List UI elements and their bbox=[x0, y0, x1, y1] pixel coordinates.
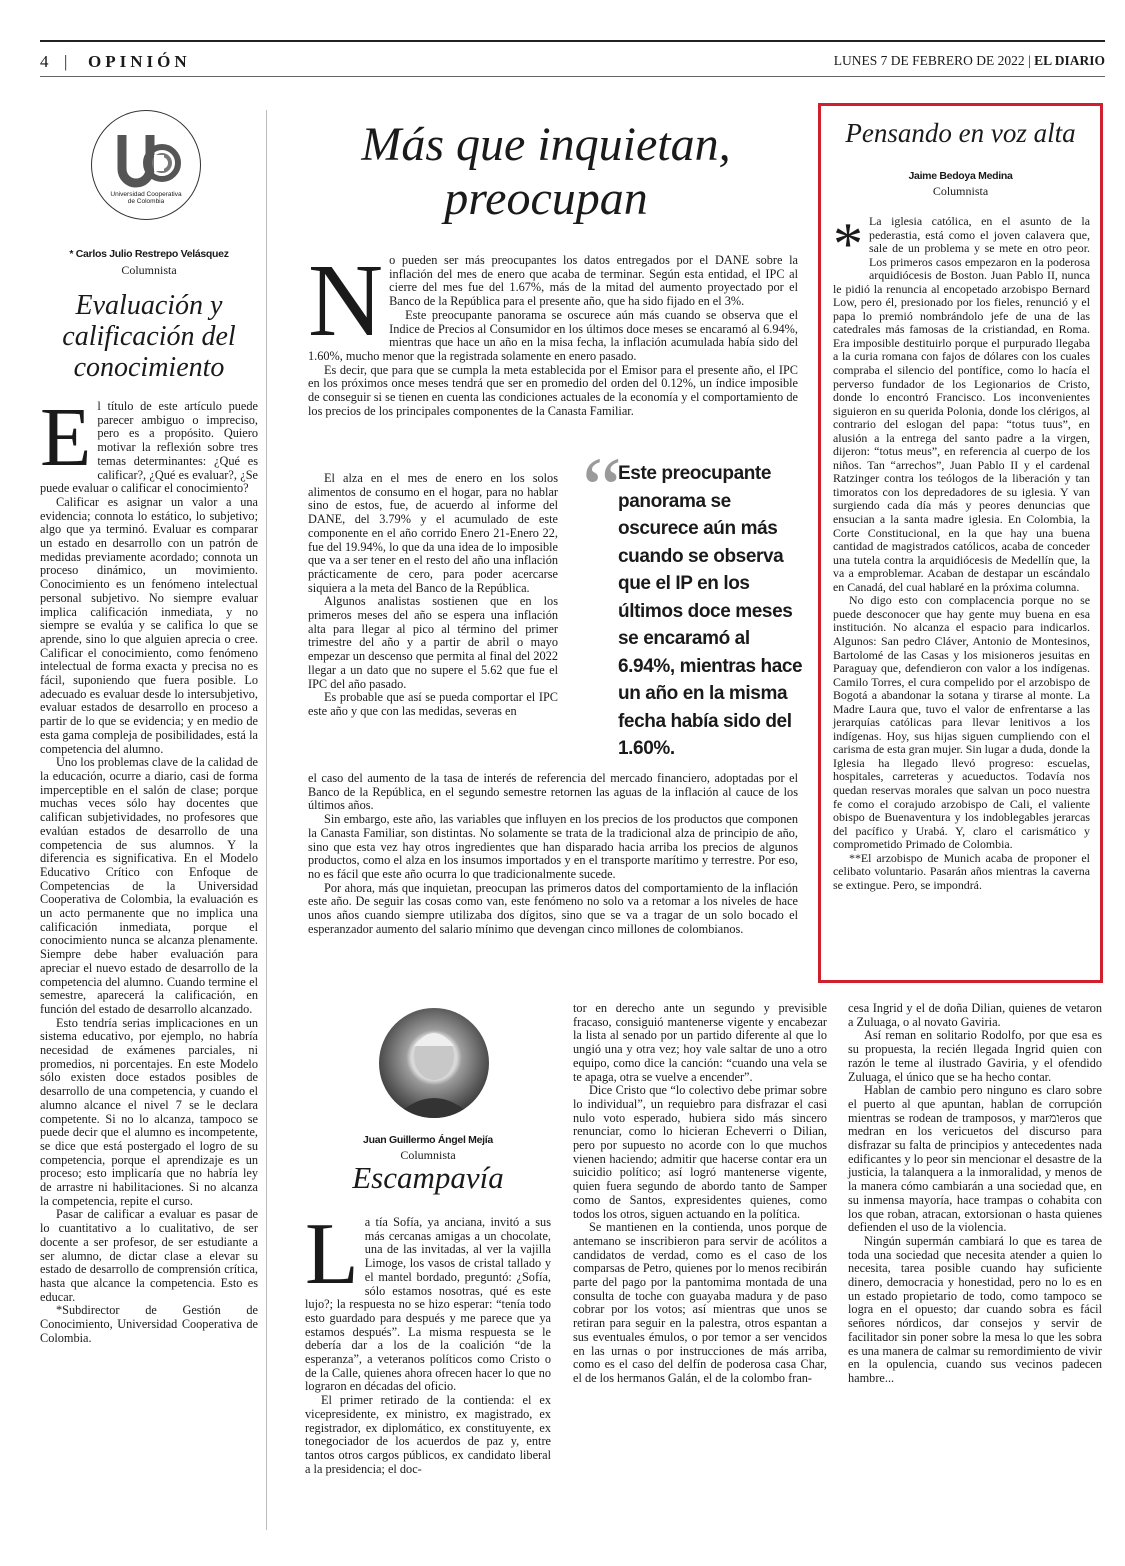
quote-mark-icon: “ bbox=[582, 440, 622, 539]
editorial-paragraph: el caso del aumento de la tasa de interés de referencia del mercado financiero, adoptadas por el Banco de la República, en el segundo semestre retornen las aguas de la inflación al cauce de los últimos años. bbox=[308, 771, 798, 813]
editorial-body-bottom bbox=[308, 772, 798, 936]
editorial-title-line2: preocupan bbox=[444, 172, 648, 225]
escampavia-paragraph: Se mantienen en la contienda, unos porque de antemano se inscribieron para servir de acólitos a candidatos de verdad, como es el caso de los comparsas de Petro, quienes por lo menos recibirán parte del pago por la pantomima montada de una consulta de toche con guayaba madura y de paso cobrar por los votos; así mientras que unos se retiran para seguir en la palestra, otros espantan a sus eventuales émulos, o por temor a ser vencidos en las urnas o por instrucciones de más arriba, como es el caso del delfín de poderosa casa Char, el de los hermanos Galán, el de la colombo fran- bbox=[573, 1220, 827, 1385]
box-role: Columnista bbox=[932, 184, 989, 198]
editorial-dropcap: N bbox=[308, 243, 384, 358]
escampavia-paragraph: tor en derecho ante un segundo y previsible fracaso, consiguió mantenerse vigente y encabezar la lista al senado por un partido diferente al que lo ungió una y otra vez; hoy vale saltar de uno a otro equipo, como dice la canción: “cuando una vela se te apaga, otra se vuelve a encender”. bbox=[573, 1001, 827, 1084]
escampavia-author: Juan Guillermo Ángel Mejía bbox=[363, 1134, 493, 1146]
left-title: Evaluación y calificación del conocimiento bbox=[62, 290, 236, 383]
left-paragraph: Esto tendría serias implicaciones en un sistema educativo, por ejemplo, no habría necesidad de exámenes parciales, ni promedios, ni porcentajes. En este Modelo sólo existen doce estados posibles de desarrollo de una competencia, y cuando el alumno alcance el nivel 7 se le declara competente. Si no lo alcanza, tampoco se puede decir que el alumno es incompetente, se dice que está postergado el logro de su competencia, porque el aprendizaje es un proceso; esto implicaría que no habría ley de arrastre ni habilitaciones. Si no alcanza la competencia, repite el curso. bbox=[40, 1015, 258, 1208]
header-bottom-rule bbox=[40, 76, 1105, 77]
escampavia-col3 bbox=[848, 1002, 1102, 1386]
box-paragraph: La iglesia católica, en el asunto de la pederastia, está como el joven calavera que, sale de un problema y se mete en otro peor. Los primeros casos empezaron en la poderosa arquidiócesis de Boston. Juan Pablo II, nunca le pidió la renuncia al encopetado arzobispo Bernard Low, pero él, presionado por los fieles, renunció y el papa lo premió nombrándolo jefe de una de las catedrales más famosas de la cristiandad, en Roma. Era imposible destituirlo porque el purpurado llegaba a la curia romana con fajos de dólares con los cuales compraba el silencio del pontífice, como lo hacía el perverso fundador de los Legionarios de Cristo, donde lo encontró Francisco. Los inconvenientes siguieron en su querida Polonia, donde los clérigos, al contrario del eslogan del papa: “totus tuus”, en alusión a la entrega del santo padre a la virgen, dijeron: “totus meus”, en referencia al cuerpo de los niños. Tan “arrechos”, Juan Pablo II y el cardenal Ratzinger contra los teólogos de la liberación y tan timoratos con los depredadores de su iglesia. Y van surgiendo cada día más y peores denuncias que ensucian a la santa madre iglesia. En Colombia, la Corte Constitucional, en la que hay una buena cantidad de magistrados católicos, acaba de conceder una tutela contra la arquidiócesis de Medellín que, la va a emproblemar. Acaban de destapar un escándalo en Canadá, del cual hablaré en la próxima columna. bbox=[833, 214, 1090, 594]
editorial-paragraph: Es probable que así se pueda comportar el IPC este año y que con las medidas, severas en bbox=[308, 690, 558, 718]
header-date bbox=[834, 53, 1105, 69]
editorial-pullquote bbox=[578, 440, 806, 763]
escampavia-paragraph: Ningún supermán cambiará lo que es tarea de toda una sociedad que necesita atender a quien lo necesita, tarea posible cuando hay suficiente dinero, democracia y honestidad, pero no lo es en un estado propietario de todo, como tampoco se logra en el opuesto; dar cuando sobra es fácil señores nórdicos, dar consejos y servir de facilitador sin poner sobre la mesa lo que les sobra es una manera de calmar su remordimiento de vivir en la opulencia, cuando sus vecinos padecen hambre... bbox=[848, 1233, 1102, 1385]
section-name: OPINIÓN bbox=[88, 52, 191, 71]
left-author: * Carlos Julio Restrepo Velásquez bbox=[69, 248, 229, 260]
left-footnote: *Subdirector de Gestión de Conocimiento, Universidad Cooperativa de Colombia. bbox=[40, 1303, 258, 1345]
escampavia-paragraph: Así reman en solitario Rodolfo, por que esa es su propuesta, la recién llegada Ingrid quien con razón le teme al ilustrado Gaviria, y el ofendido Zuluaga, el único que se ha hecho contar. bbox=[848, 1028, 1102, 1084]
editorial-paragraph: Es decir, que para que se cumpla la meta establecida por el Emisor para el presente año, el IPC en los próximos once meses tendrá que ser en promedio del orden del 0.12%, un índice imposible de conseguir si se tienen en cuenta las condiciones actuales de la economía y el comportamiento de los precios de los principales componentes de la Canasta Familiar. bbox=[308, 362, 798, 418]
escampavia-role: Columnista bbox=[400, 1148, 456, 1162]
box-title: Pensando en voz alta bbox=[845, 118, 1076, 148]
editorial-body-narrow bbox=[308, 472, 558, 719]
left-paragraph: Uno los problemas clave de la calidad de la educación, ocurre a diario, casi de forma imperceptible en el salón de clase; porque muchas veces sólo hay docentes que califican subjetividades, no profesores que evalúan estados de desarrollo de una competencia de sus alumnos. Y la diferencia es significativa. En el Modelo Educativo Crítico con Enfoque de Competencias de la Universidad Cooperativa de Colombia, la evaluación es un acto permanente que no implica una calificación inmediata, porque el conocimiento nunca se alcanza plenamente. Siempre debe haber evaluación para apreciar el nuevo estado de desarrollo de la competencia del alumno. Cuando termine el semestre, aparecerá la calificación, en función del estado de desarrollo alcanzado. bbox=[40, 755, 258, 1016]
column-divider bbox=[266, 110, 267, 1530]
logo-caption: Universidad Cooperativa de Colombia bbox=[110, 191, 182, 205]
editorial-title bbox=[290, 118, 802, 226]
escampavia-paragraph: Hablan de cambio pero ninguno es claro sobre el puerto al que apuntan, hablan de corrupción mientras se rodean de tramposos, y marומeros que medran en los vericuetos del discurso para disfrazar su falta de principios y antecedentes nada edificantes y lo peor sin mencionar el desastre de la justicia, la talanquera a la inmoralidad, y menos de la manera cómo cambiarán a una sociedad que, en su inmensa mayoría, hace trampas o cohabita con los que roban, atracan, extorsionan o hasta quienes defienden el uso de la violencia. bbox=[848, 1083, 1102, 1235]
escampavia-paragraph: El primer retirado de la contienda: el ex vicepresidente, ex ministro, ex magistrado, ex registrador, ex diplomático, ex constituyente, ex tonegociador de los acuerdos de paz y, entre tantos otros cargos públicos, ex candidato liberal a la presidencia; el doc- bbox=[305, 1393, 551, 1476]
header-top-rule bbox=[40, 40, 1105, 42]
editorial-paragraph: Sin embargo, este año, las variables que influyen en los precios de los productos que componen la Canasta Familiar, son distintas. No solamente se trata de la tradicional alza de principio de año, sino que esta vez hay otros ingredientes que han disparado hacia arriba los precios de algunos productos, como el alza en los insumos importados y en el transporte marítimo y terrestre. Por eso, no es fácil que este año ocurra lo que tradicionalmente sucede. bbox=[308, 812, 798, 881]
left-dropcap: E bbox=[40, 391, 92, 484]
header-separator: | bbox=[64, 52, 68, 71]
left-role: Columnista bbox=[121, 263, 177, 277]
editorial-paragraph: El alza en el mes de enero en los solos alimentos de consumo en el hogar, para no hablar sino de estos, fue, de acuerdo al informe del DANE, del 3.79% y el acumulado de este componente en el año corrido Enero 21-Enero 22, fue del 19.94%, lo que da una idea de lo imposible que va a ser tener en el resto del año una inflación prácticamente de cero, para poder acercarse siquiera a la meta del Banco de la República. bbox=[308, 471, 558, 595]
university-logo bbox=[91, 110, 201, 220]
escampavia-paragraph: cesa Ingrid y el de doña Dilian, quienes de vetaron a Zuluaga, o al novato Gaviria. bbox=[848, 1001, 1102, 1029]
left-column-body bbox=[40, 391, 258, 1346]
pullquote-text: Este preocupante panorama se oscurece aún más cuando se observa que el IP en los últimos doce meses se encaramó al 6.94%, mientras hace un año en la misma fecha había sido del 1.60%. bbox=[618, 463, 803, 759]
escampavia-paragraph: Dice Cristo que “lo colectivo debe primar sobre lo individual”, un requiebro para disfrazar el casi nulo voto esperado, hubiera sido más sincero renunciar, como lo hicieran Echeverri o Dilian, pero por supuesto no acorde con lo que muchos vienen haciendo; admitir que hacerse contar era un suicidio político; así logró mantenerse vigente, quien fuera segundo de abordo tanto de Samper como de Santos, expresidentes quienes, como todos los otros, siguen actuando en la política. bbox=[573, 1083, 827, 1221]
box-dropcap: * bbox=[833, 211, 863, 277]
left-paragraph: Pasar de calificar a evaluar es pasar de lo cuantitativo a lo cualitativo, de ser docente a ser profesor, de ser estudiante a ser alumno, de dictar clase a elevar su estado de desarrollo de comprensión crítica, hasta que alcance la competencia. Esto es educar. bbox=[40, 1207, 258, 1304]
left-paragraph: l título de este artículo puede parecer ambiguo o impreciso, pero es a propósito. Quiero motivar la reflexión sobre tres temas determinantes: ¿Qué es calificar?, ¿Qué es evaluar?, ¿Se puede evaluar o calificar el conocimiento? bbox=[40, 399, 258, 496]
editorial-paragraph: Este preocupante panorama se oscurece aún más cuando se observa que el Indice de Precios al Consumidor en los últimos doce meses se encaramó al 6.94%, mientras que hace un año en la misa fecha, la inflación acumulada había sido del 1.60%, mucho menor que la registrada solamente en enero pasado. bbox=[308, 307, 798, 363]
author-photo bbox=[379, 1008, 489, 1118]
box-paragraph: No digo esto con complacencia porque no se puede desconocer que hay gente muy buena en esa institución. No alcanza el espacio para indicarlos. Algunos: San pedro Cláver, Antonio de Montesinos, Bartolomé de las Casas y los misioneros jesuitas en Paraguay que, defendieron con valor a los indígenas. Camilo Torres, el cura compelido por el arzobispo de Bogotá a abandonar la sotana y tirarse al monte. La Madre Laura que, tuvo el valor de enfrentarse a las jerarquías católicas para llevar lenitivos a los indígenas. Hoy, sus hijas siguen cumpliendo con el carisma de esta gran mujer. Sin lugar a duda, donde la Iglesia ha llegado llevó progreso: escuelas, hospitales, carreteras y acueductos. Todavía nos quedan reservas morales que salvan un poco nuestra fe como el corajudo arzobispo de Cali, el valiente obispo de Buenaventura y los indoblegables jerarcas del pacífico y Urabá. Y, claro el carismático y comprometido Primado de Colombia. bbox=[833, 593, 1090, 852]
editorial-title-line1: Más que inquietan, bbox=[361, 118, 731, 171]
escampavia-title: Escampavía bbox=[352, 1160, 504, 1195]
editorial-body-top bbox=[308, 243, 798, 418]
escampavia-dropcap: L bbox=[305, 1206, 359, 1303]
box-body bbox=[833, 211, 1090, 892]
escampavia-col2 bbox=[573, 1002, 827, 1386]
escampavia-col1 bbox=[305, 1206, 551, 1476]
left-paragraph: Calificar es asignar un valor a una evidencia; connota lo estático, lo subjetivo; algo que ya terminó. Evaluar es comparar un estado en desarrollo con un patrón de medidas previamente acordado; connota un proceso dinámico, un movimiento. Conocimiento es un fenómeno intelectual personal subjetivo. No siempre evaluar implica calificación inmediata, y no siempre se evalúa y se califica lo que se aprende, sino lo que alguien aprecia o cree. Calificar el conocimiento, como fenómeno intelectual de forma exacta y precisa no es fácil, suponiendo que fuera posible. Lo adecuado es evaluar desde lo intersubjetivo, evaluar estados de desarrollo en proceso a partir de lo que se evidencia; y en medio de esta gama compleja de posibilidades, está la competencia del alumno. bbox=[40, 494, 258, 756]
editorial-paragraph: Algunos analistas sostienen que en los primeros meses del año se espera una inflación alta para llegar al pico al término del primer trimestre del año y a partir de abril o mayo empezar un descenso que permita al final del 2022 llegar a un dato que no supere el 5.62 que fue el IPC del año pasado. bbox=[308, 594, 558, 691]
portrait-icon bbox=[379, 1008, 489, 1118]
editorial-paragraph: Por ahora, más que inquietan, preocupan las primeros datos del comportamiento de la inflación este año. De seguir las cosas como van, este fenómeno no solo va a retomar a los niveles de hace unos años cuando siempre utilizaba dos dígitos, sino que se va a tragar de un solo bocado el esperanzador aumento del salario mínimo que devengan cinco millones de colombianos. bbox=[308, 880, 798, 936]
page-number: 4 bbox=[40, 52, 50, 71]
box-author: Jaime Bedoya Medina bbox=[908, 170, 1013, 182]
box-paragraph: **El arzobispo de Munich acaba de proponer el celibato voluntario. Pasarán años mientras la caverna se extingue. Pero, se impondrá. bbox=[833, 850, 1090, 892]
paper-name: EL DIARIO bbox=[1034, 53, 1105, 68]
date-text: LUNES 7 DE FEBRERO DE 2022 | bbox=[833, 53, 1031, 68]
escampavia-paragraph: a tía Sofía, ya anciana, invitó a sus más cercanas amigas a un chocolate, una de las invitadas, al ver la vajilla Limoge, los vasos de cristal tallado y el mantel bordado, preguntó: ¿Sofía, sólo estamos nosotras, qué es este lujo?; la respuesta no se hizo esperar: “tenía todo esto guardado para después y me parece que ya estamos después”. La misma respuesta se le debería dar a los de la coalición “de la esperanza”, a veteranos políticos como Cristo o de la Calle, quienes ahora ofrecen hacer lo que no lograron en décadas del oficio. bbox=[305, 1215, 551, 1394]
editorial-paragraph: o pueden ser más preocupantes los datos entregados por el DANE sobre la inflación del mes de enero que acaba de terminar. Según esta entidad, el IPC al cierre del mes fue del 1.67%, más de la mitad del aumento proyectado por el Banco de la República para el presente año, que ha sido fijado en el 3%. bbox=[389, 253, 798, 309]
